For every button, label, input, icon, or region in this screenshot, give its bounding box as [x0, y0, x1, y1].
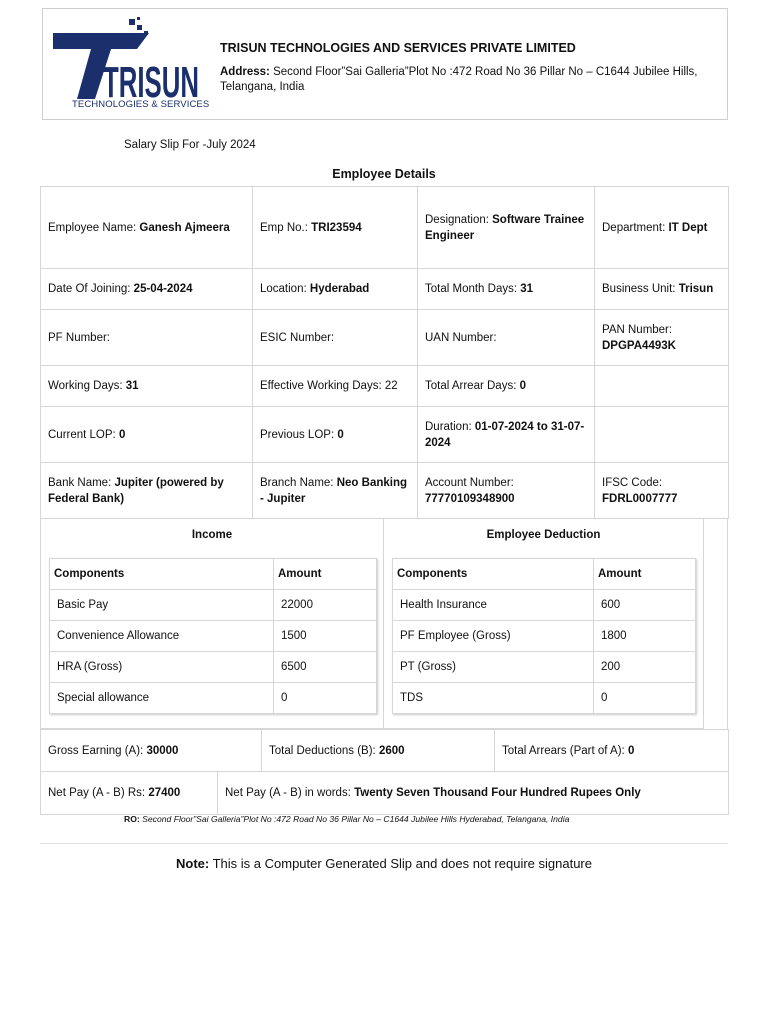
company-name: TRISUN TECHNOLOGIES AND SERVICES PRIVATE LIMITED [220, 41, 576, 55]
total-deductions: 2600 [378, 744, 405, 757]
employee-name: Ganesh Ajmeera [139, 221, 230, 234]
designation: Software Trainee Engineer [425, 213, 585, 242]
emp-no: TRI23594 [311, 221, 362, 234]
note-text: This is a Computer Generated Slip and does not require signature [212, 856, 592, 871]
current-lop: 0 [118, 428, 126, 441]
month-days-cell: Total Month Days: 31 [418, 269, 595, 310]
divider [40, 843, 728, 844]
empty-cell [595, 366, 729, 407]
logo-wordmark: TRISUN [103, 58, 199, 107]
deduction-table [392, 558, 696, 714]
company-header [42, 8, 728, 120]
ifsc-code-cell: IFSC Code: FDRL0007777 [595, 463, 729, 519]
branch-name: Neo Banking - Jupiter [260, 476, 408, 505]
deduction-amount: 600 [594, 590, 696, 621]
total-arrear-days: 0 [519, 380, 527, 392]
income-amount: 1500 [274, 621, 377, 652]
address-line-1: Second Floor”Sai Galleria”Plot No :472 Road No 36 Pillar No – C1644 Jubilee Hills, [273, 66, 698, 78]
net-pay-in-words: Twenty Seven Thousand Four Hundred Rupees Only [354, 787, 641, 799]
ro-address: Second Floor”Sai Galleria”Plot No :472 Road No 36 Pillar No – C1644 Jubilee Hills Hyderabad, Telangana, India [142, 814, 570, 824]
income-component: Basic Pay [50, 590, 274, 621]
income-panel [41, 518, 384, 729]
effective-working-days: 22 [384, 380, 398, 392]
arrear-days-cell: Total Arrear Days: 0 [418, 366, 595, 407]
deduction-component: PT (Gross) [393, 652, 594, 683]
deduction-component: PF Employee (Gross) [393, 621, 594, 652]
working-days: 31 [125, 380, 139, 392]
business-unit-cell: Business Unit: Trisun [595, 269, 729, 310]
total-deductions-cell: Total Deductions (B): 2600 [262, 730, 495, 772]
previous-lop-cell: Previous LOP: 0 [253, 407, 418, 463]
note-label: Note: [176, 856, 210, 871]
pf-number-cell: PF Number: [41, 310, 253, 366]
working-days-cell: Working Days: 31 [41, 366, 253, 407]
duration: 01-07-2024 to 31-07-2024 [425, 420, 585, 449]
ro-label: RO: [124, 814, 140, 824]
esic-number-cell: ESIC Number: [253, 310, 418, 366]
duration-cell: Duration: 01-07-2024 to 31-07-2024 [418, 407, 595, 463]
address-line-2: Telangana, India [220, 81, 305, 93]
employee-details-heading: Employee Details [332, 167, 436, 181]
income-component: HRA (Gross) [50, 652, 274, 683]
business-unit: Trisun [678, 283, 714, 295]
pay-summary-table [40, 729, 729, 815]
effective-days-cell: Effective Working Days: 22 [253, 366, 418, 407]
deduction-components-header: Components [393, 559, 594, 590]
deduction-amount: 0 [594, 683, 696, 714]
deduction-component: Health Insurance [393, 590, 594, 621]
registered-office [124, 814, 569, 824]
income-component: Special allowance [50, 683, 274, 714]
designation-cell: Designation: Software Trainee Engineer [418, 187, 595, 269]
employee-name-cell: Employee Name: Ganesh Ajmeera [41, 187, 253, 269]
income-components-header: Components [50, 559, 274, 590]
current-lop-cell: Current LOP: 0 [41, 407, 253, 463]
bank-name-cell: Bank Name: Jupiter (powered by Federal Bank) [41, 463, 253, 519]
total-month-days: 31 [520, 283, 534, 295]
income-component: Convenience Allowance [50, 621, 274, 652]
gross-earning: 30000 [146, 744, 179, 757]
doj-cell: Date Of Joining: 25-04-2024 [41, 269, 253, 310]
address-label: Address: [220, 66, 270, 78]
income-table [49, 558, 377, 714]
account-number-cell: Account Number: 77770109348900 [418, 463, 595, 519]
net-pay-cell: Net Pay (A - B) Rs: 27400 [41, 772, 218, 815]
location-cell: Location: Hyderabad [253, 269, 418, 310]
logo-subtitle: TECHNOLOGIES & SERVICES [72, 99, 210, 110]
deduction-amount: 1800 [594, 621, 696, 652]
ifsc-code: FDRL0007777 [602, 492, 678, 505]
footer-note [0, 856, 768, 871]
date-of-joining: 25-04-2024 [133, 283, 193, 295]
net-pay-words-cell: Net Pay (A - B) in words: Twenty Seven Thousand Four Hundred Rupees Only [218, 772, 729, 815]
deduction-component: TDS [393, 683, 594, 714]
gross-earning-cell: Gross Earning (A): 30000 [41, 730, 262, 772]
deduction-title: Employee Deduction [486, 529, 601, 541]
income-amount-header: Amount [274, 559, 377, 590]
pan-number-cell: PAN Number: DPGPA4493K [595, 310, 729, 366]
emp-no-cell: Emp No.: TRI23594 [253, 187, 418, 269]
salary-slip-title: Salary Slip For -July 2024 [124, 139, 256, 151]
deduction-amount-header: Amount [594, 559, 696, 590]
employee-details-table [40, 186, 729, 519]
empty-cell [595, 407, 729, 463]
account-number: 77770109348900 [425, 492, 515, 505]
uan-number-cell: UAN Number: [418, 310, 595, 366]
company-address [220, 65, 720, 95]
income-amount: 22000 [274, 590, 377, 621]
total-arrears: 0 [627, 744, 635, 757]
previous-lop: 0 [337, 428, 344, 441]
income-amount: 0 [274, 683, 377, 714]
total-arrears-cell: Total Arrears (Part of A): 0 [495, 730, 729, 772]
deduction-amount: 200 [594, 652, 696, 683]
bank-name: Jupiter (powered by Federal Bank) [48, 476, 224, 505]
income-title: Income [191, 529, 233, 541]
department: IT Dept [668, 221, 708, 234]
branch-name-cell: Branch Name: Neo Banking - Jupiter [253, 463, 418, 519]
income-deduction-section [40, 518, 728, 729]
net-pay: 27400 [148, 787, 181, 799]
location: Hyderabad [309, 283, 370, 295]
pan-number: DPGPA4493K [602, 339, 676, 352]
income-amount: 6500 [274, 652, 377, 683]
deduction-panel [384, 518, 704, 729]
department-cell: Department: IT Dept [595, 187, 729, 269]
